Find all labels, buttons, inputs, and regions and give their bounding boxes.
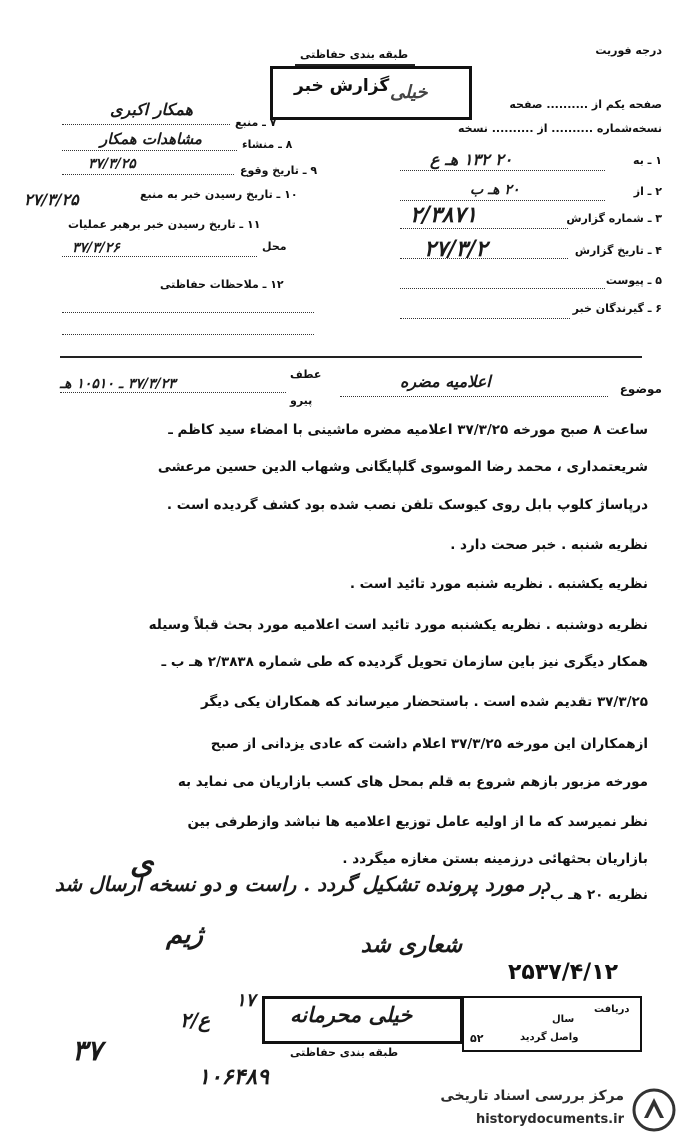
body-line-11: نظر نمیرسد که ما از اولیه عامل توزیع اعلامیه ها نباشد وازطرفی بین — [187, 814, 648, 830]
form-title: گزارش خبر — [294, 76, 390, 96]
field-3-value: ۲/۳۸۷۱ — [410, 202, 478, 228]
field-10-value: ۲۷/۳/۲۵ — [24, 190, 79, 209]
body-line-1: ساعت ۸ صبح مورخه ۳۷/۳/۲۵ اعلامیه مضره ماشینی با امضاء سید کاظم ـ — [168, 422, 648, 438]
field-3-label: ۳ ـ شماره گزارش — [566, 212, 662, 225]
field-7-label: ۷ ـ منبع — [235, 116, 277, 129]
body-line-8: ۳۷/۳/۲۵ تقدیم شده است . باستحضار میرساند که همکاران یکی دیگر — [200, 694, 648, 710]
field-1-line — [400, 170, 605, 171]
field-9-value: ۳۷/۳/۲۵ — [88, 156, 136, 172]
field-copy: نسخه‌شماره .......... از .......... نسخه — [458, 122, 662, 135]
field-4-value: ۲۷/۳/۲ — [424, 236, 488, 262]
field-7-value: همکار اکبری — [110, 100, 193, 119]
field-3-line — [400, 228, 568, 229]
note-left-1: ۱۷ — [236, 990, 256, 1011]
subject-label: موضوع — [619, 382, 662, 396]
field-1-label: ۱ ـ به — [633, 154, 662, 167]
notes-line-2 — [62, 334, 314, 335]
ref-line — [60, 392, 286, 393]
ref-value: ۳۷/۳/۲۳ ـ ۱۰۵۱۰ هـ — [60, 376, 176, 392]
field-11-value: ۳۷/۳/۲۶ — [72, 240, 120, 256]
archive-number: ۱۰۶۴۸۹ — [198, 1064, 269, 1090]
body-line-12: بازاریان بحثهائی درزمینه بستن مغازه میگردد . — [342, 851, 648, 867]
field-7-line — [62, 124, 230, 125]
body-line-3: درپاساژ کلوپ بابل روی کیوسک تلفن نصب شده بود کشف گردیده است . — [166, 497, 648, 513]
field-2-line — [400, 200, 605, 201]
field-9-label: ۹ ـ تاریخ وقوع — [240, 164, 318, 177]
subject-line — [340, 396, 608, 397]
priority-label: درجه فوریت — [595, 44, 662, 57]
watermark-url: historydocuments.ir — [475, 1112, 624, 1127]
handwritten-opinion: در مورد پرونده تشکیل گردد . راست و دو نسخه ارسال شد — [54, 872, 550, 896]
classification-bottom: طبقه بندی حفاظتی — [290, 1046, 399, 1059]
body-line-5: نظریه یکشنبه . نظریه شنبه مورد تائید است . — [349, 576, 648, 592]
field-11-label: ۱۱ ـ تاریخ رسیدن خبر برهبر عملیات — [68, 218, 261, 231]
received-line2: سال — [552, 1014, 575, 1025]
field-8-line — [62, 150, 237, 151]
field-12-label: ۱۲ ـ ملاحظات حفاظتی — [160, 278, 284, 291]
subject-value: اعلامیه مضره — [400, 372, 491, 391]
body-line-7: همکار دیگری نیز باین سازمان تحویل گردیده که طی شماره ۲/۳۸۳۸ هـ ب ـ — [161, 654, 648, 670]
field-2-label: ۲ ـ از — [633, 185, 662, 198]
field-5-line — [400, 288, 605, 289]
note-left-2: ع/۲ — [180, 1008, 210, 1032]
field-6-line — [400, 318, 570, 319]
field-6-label: ۶ ـ گیرندگان خبر — [572, 302, 662, 315]
date-stamp: ۲۵۳۷/۴/۱۲ — [508, 960, 619, 985]
field-9-line — [62, 174, 234, 175]
field-1-value: ۲۰ ۱۳۲ هـ ع — [430, 150, 513, 169]
body-line-13: نظریه ۲۰ هـ ب : — [539, 887, 648, 903]
body-line-10: مورخه مزبور بازهم شروع به قلم بمحل های کسب بازاریان می نماید به — [177, 774, 648, 790]
field-5-label: ۵ ـ پیوست — [605, 274, 662, 287]
ref-pairo-label: پیرو — [290, 394, 313, 407]
body-line-2: شریعتمداری ، محمد رضا الموسوی گلپایگانی وشهاب الدین حسین مرعشی — [157, 459, 648, 475]
place-label: محل — [262, 240, 287, 253]
margin-note-top: خیلی — [390, 82, 428, 103]
header-separator — [60, 356, 642, 358]
field-8-label: ۸ ـ منشاء — [242, 138, 293, 151]
watermark-logo-icon — [632, 1088, 676, 1132]
field-10-label: ۱۰ ـ تاریخ رسیدن خبر به منبع — [140, 188, 298, 201]
field-2-value: ۲۰ هـ ب — [470, 182, 520, 198]
received-number: ۵۲ — [470, 1032, 484, 1045]
watermark-title: مرکز بررسی اسناد تاریخی — [440, 1088, 624, 1104]
received-line1: دریافت — [594, 1004, 630, 1015]
signature-mark: ﻯ — [130, 846, 154, 881]
field-page: صفحه یکم از .......... صفحه — [509, 98, 662, 111]
body-line-6: نظریه دوشنبه . نظریه یکشنبه مورد تائید است اعلامیه مورد بحث قبلاً وسیله — [148, 617, 648, 633]
signature-2: ژیم — [166, 920, 204, 950]
bottom-classification-stamp: خیلی محرمانه — [290, 1002, 413, 1027]
received-line3: واصل گردید — [520, 1032, 579, 1043]
place-line — [62, 256, 257, 257]
ref-atf-label: عطف — [290, 368, 322, 381]
field-8-value: مشاهدات همکار — [100, 130, 202, 148]
signature-1: شعاری شد — [360, 932, 462, 958]
body-line-4: نظریه شنبه . خبر صحت دارد . — [450, 537, 648, 553]
field-4-label: ۴ ـ تاریخ گزارش — [574, 244, 662, 257]
classification-top: طبقه بندی حفاظتی — [300, 48, 409, 61]
page-mark: ۳۷ — [72, 1034, 103, 1067]
body-line-9: ازهمکاران این مورخه ۳۷/۳/۲۵ اعلام داشت که عادی یزدانی از صبح — [210, 736, 648, 752]
notes-line-1 — [62, 312, 314, 313]
